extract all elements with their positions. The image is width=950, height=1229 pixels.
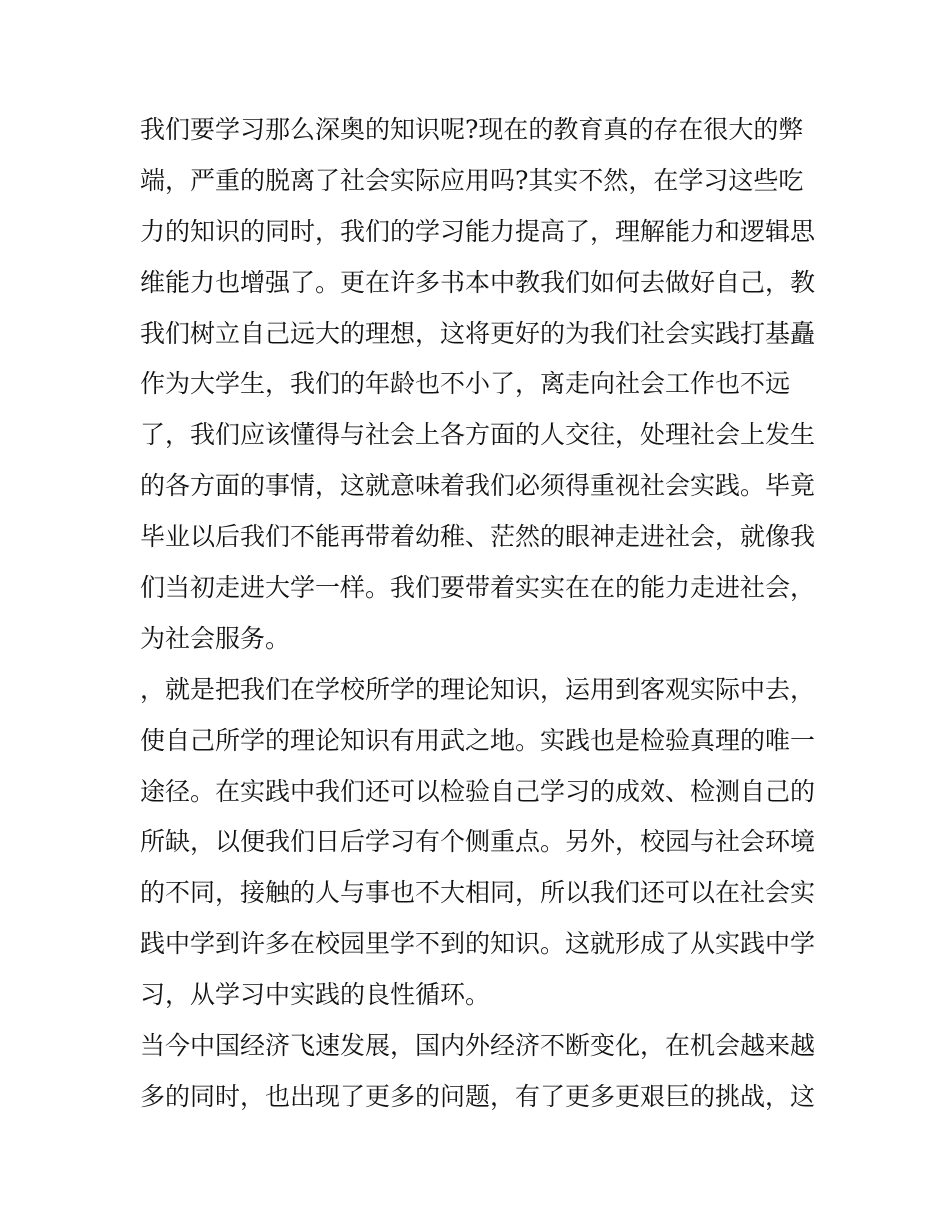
text-line-5: 我们树立自己远大的理想，这将更好的为我们社会实践打基矗 [140, 318, 816, 348]
text-line-20: 多的同时，也出现了更多的问题，有了更多更艰巨的挑战，这 [140, 1081, 816, 1111]
text-line-14: 途径。在实践中我们还可以检验自己学习的成效、检测自己的 [140, 776, 816, 806]
text-line-7: 了，我们应该懂得与社会上各方面的人交往，处理社会上发生 [140, 420, 816, 450]
text-line-4: 维能力也增强了。更在许多书本中教我们如何去做好自己，教 [140, 267, 816, 297]
text-line-6: 作为大学生，我们的年龄也不小了，离走向社会工作也不远 [140, 369, 791, 399]
text-line-2: 端，严重的脱离了社会实际应用吗?其实不然，在学习这些吃 [140, 165, 804, 195]
text-line-18: 习，从学习中实践的良性循环。 [140, 980, 491, 1010]
text-line-11: 为社会服务。 [140, 623, 291, 653]
text-line-3: 力的知识的同时，我们的学习能力提高了，理解能力和逻辑思 [140, 216, 816, 246]
text-line-16: 的不同，接触的人与事也不大相同，所以我们还可以在社会实 [140, 878, 816, 908]
text-line-19: 当今中国经济飞速发展，国内外经济不断变化，在机会越来越 [140, 1031, 816, 1061]
text-line-15: 所缺，以便我们日后学习有个侧重点。另外，校园与社会环境 [140, 827, 816, 857]
text-line-12: ，就是把我们在学校所学的理论知识，运用到客观实际中去， [140, 674, 816, 704]
text-line-9: 毕业以后我们不能再带着幼稚、茫然的眼神走进社会，就像我 [140, 522, 816, 552]
text-line-1: 我们要学习那么深奥的知识呢?现在的教育真的存在很大的弊 [140, 115, 804, 144]
text-line-8: 的各方面的事情，这就意味着我们必须得重视社会实践。毕竟 [140, 471, 816, 501]
text-line-17: 践中学到许多在校园里学不到的知识。这就形成了从实践中学 [140, 929, 816, 959]
text-line-10: 们当初走进大学一样。我们要带着实实在在的能力走进社会， [140, 573, 816, 603]
text-line-13: 使自己所学的理论知识有用武之地。实践也是检验真理的唯一 [140, 725, 816, 755]
body-text [140, 105, 820, 1123]
